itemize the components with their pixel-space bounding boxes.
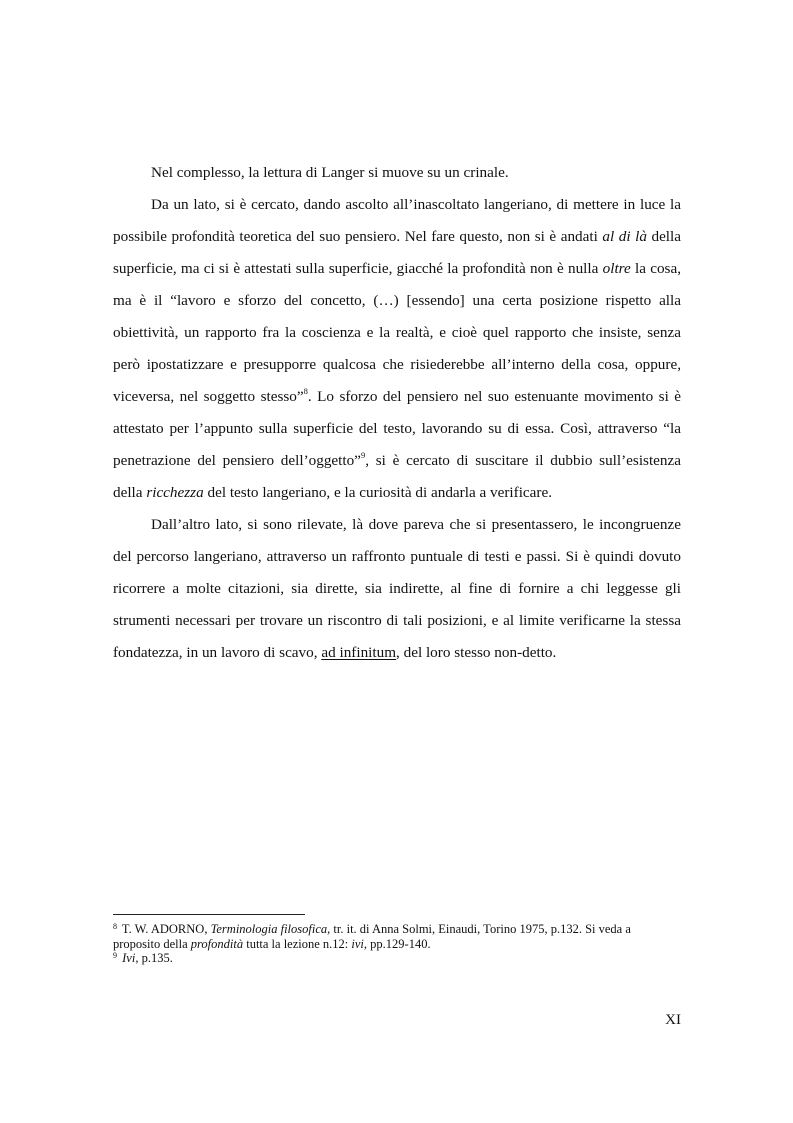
footnote-emphasis: ivi	[351, 936, 364, 951]
footnote-ref-8[interactable]: 8	[303, 386, 308, 396]
emphasis-ricchezza: ricchezza	[146, 484, 204, 501]
paragraph-3-text-1: Dall’altro lato, si sono rilevate, là dove pareva che si presentassero, le incongruenze del percorso langeriano, attraverso un raffronto puntuale di testi e passi. Si è quindi dovuto ricorrere a molte citazioni, sia dirette, sia indirette, al fine di fornire a chi leggesse gli strumenti necessari per trovare un riscontro di tali posizioni, e al limite verificarne la stessa fondatezza, in un lavoro di scavo,	[113, 516, 681, 661]
footnote-ref-9[interactable]: 9	[360, 450, 366, 460]
paragraph-2-text-3: la cosa, ma è il “lavoro e sforzo del concetto, (…) [essendo] una certa posizione rispetto alla obiettività, un rapporto fra la coscienza e la realtà, e cioè quel rapporto che insiste, senza però ipostatizzare e presupporre qualcosa che risiederebbe all’interno della cosa, oppure, viceversa, nel soggetto stesso”	[113, 260, 681, 405]
footnote-emphasis: Ivi	[122, 951, 136, 965]
body-text	[113, 157, 681, 669]
paragraph-2-text-5: , si è cercato di suscitare il dubbio sull’esistenza della	[113, 452, 681, 501]
emphasis-oltre: oltre	[602, 260, 631, 277]
footnote-9	[113, 951, 681, 966]
footnote-text: , tr. it. di Anna Solmi, Einaudi, Torino 1975, p.132. Si veda a proposito della	[113, 922, 631, 951]
paragraph-2-text-2: della superficie, ma ci si è attestati sulla superficie, giacché la profondità non è nulla	[113, 228, 681, 277]
footnote-number: 8	[113, 922, 117, 931]
footnote-emphasis: profondità	[190, 936, 244, 951]
footnote-title: Terminologia filosofica	[210, 922, 328, 936]
emphasis-al-di-la: al di là	[602, 228, 647, 245]
footnote-8	[113, 922, 681, 951]
paragraph-2	[113, 189, 681, 509]
paragraph-1	[113, 157, 681, 189]
paragraph-1-text: Nel complesso, la lettura di Langer si muove su un crinale.	[151, 164, 509, 181]
footnote-text: tutta la lezione n.12:	[243, 936, 352, 951]
footnote-text: , p.135.	[135, 951, 173, 965]
footnote-text: T. W. ADORNO,	[119, 922, 211, 936]
paragraph-3	[113, 509, 681, 669]
page-number: XI	[665, 1012, 681, 1028]
paragraph-3-text-2: , del loro stesso non-detto.	[396, 644, 557, 661]
paragraph-2-text-4: . Lo sforzo del pensiero nel suo estenuante movimento si è attestato per l’appunto sulla superficie del testo, lavorando su di essa. Così, attraverso “la penetrazione del pensiero dell’oggetto”	[113, 388, 681, 469]
footnote-text: , pp.129-140.	[363, 936, 431, 951]
footnote-number: 9	[113, 951, 117, 960]
footnotes	[113, 922, 681, 966]
underlined-ad-infinitum: ad infinitum	[321, 644, 397, 661]
footnote-separator	[113, 914, 305, 915]
paragraph-2-text-1: Da un lato, si è cercato, dando ascolto all’inascoltato langeriano, di mettere in luce la possibile profondità teoretica del suo pensiero. Nel fare questo, non si è andati	[113, 196, 681, 245]
paragraph-2-text-6: del testo langeriano, e la curiosità di andarla a verificare.	[203, 484, 552, 501]
